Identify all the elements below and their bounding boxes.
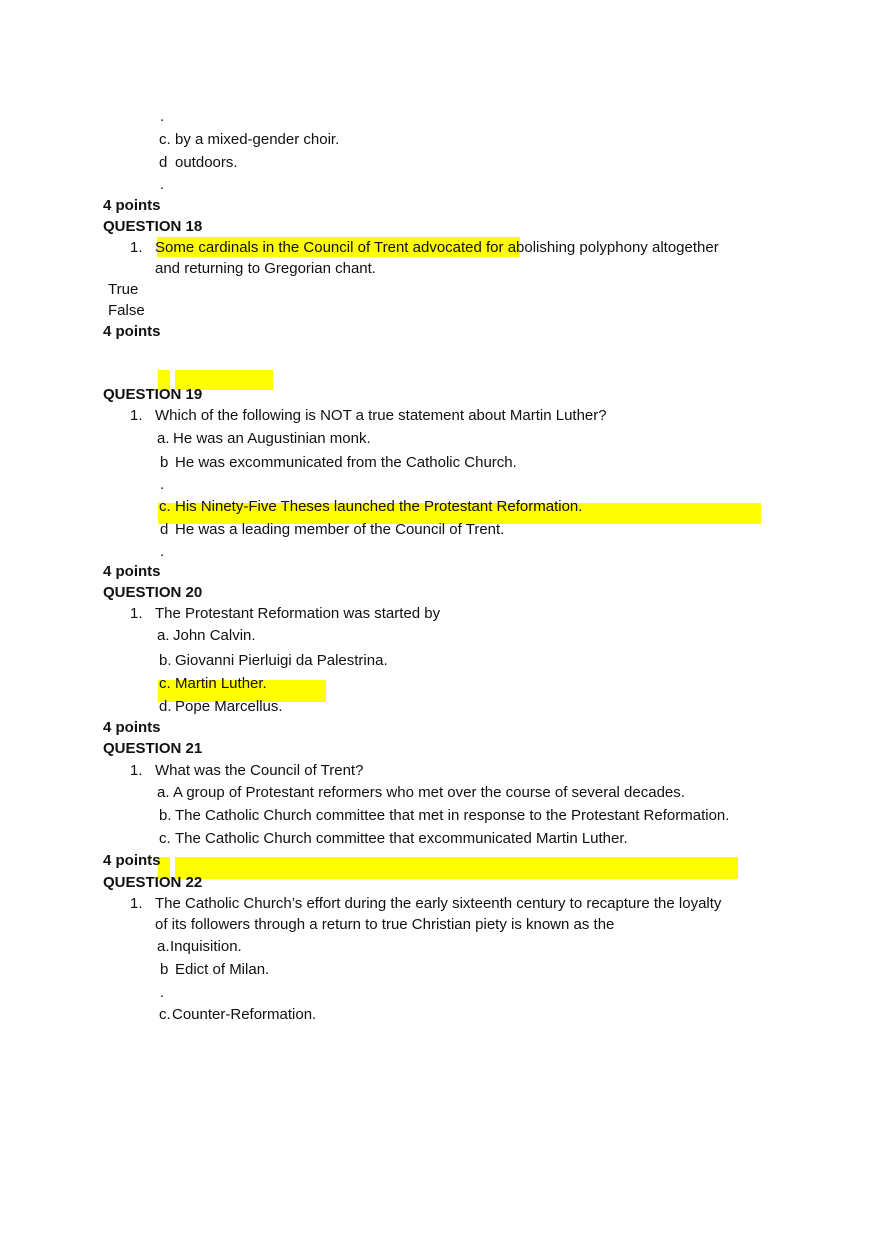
q22-option-b-text[interactable]: Edict of Milan. bbox=[175, 961, 270, 978]
q21-option-a-marker: a. bbox=[157, 784, 170, 801]
q17-dot-top: . bbox=[160, 108, 165, 125]
q20-option-c-text[interactable]: Martin Luther. bbox=[175, 675, 267, 692]
q20-option-a-marker: a. bbox=[157, 627, 170, 644]
q20-option-b-marker: b. bbox=[159, 652, 172, 669]
q20-option-b-text[interactable]: Giovanni Pierluigi da Palestrina. bbox=[175, 652, 388, 669]
q20-option-d-marker: d. bbox=[159, 698, 172, 715]
q19-question-text: Which of the following is NOT a true statement about Martin Luther? bbox=[155, 407, 607, 424]
q19-dot-after-d: . bbox=[160, 543, 165, 560]
q19-option-b-text[interactable]: He was excommunicated from the Catholic Church. bbox=[175, 454, 517, 471]
q21-points: 4 points bbox=[103, 852, 161, 869]
q19-option-d-text[interactable]: He was a leading member of the Council of Trent. bbox=[175, 521, 505, 538]
q21-number: 1. bbox=[130, 762, 143, 779]
q19-option-a-text[interactable]: He was an Augustinian monk. bbox=[173, 430, 371, 447]
q22-option-a-marker: a. bbox=[157, 938, 170, 955]
q19-option-d-marker: d bbox=[160, 521, 169, 538]
q20-number: 1. bbox=[130, 605, 143, 622]
q18-option-true[interactable]: True bbox=[108, 281, 139, 298]
q17-option-c-text[interactable]: by a mixed-gender choir. bbox=[175, 131, 340, 148]
q17-dot-bottom: . bbox=[160, 176, 165, 193]
q17-option-d-marker: d bbox=[159, 154, 168, 171]
q18-text-rest: abolishing polyphony altogether bbox=[503, 239, 719, 256]
q19-option-b-marker: b bbox=[160, 454, 169, 471]
q18-points: 4 points bbox=[103, 323, 161, 340]
q21-question-text: What was the Council of Trent? bbox=[155, 762, 364, 779]
q20-option-d-text[interactable]: Pope Marcellus. bbox=[175, 698, 283, 715]
q22-text-line2: of its followers through a return to true Christian piety is known as the bbox=[155, 916, 615, 933]
q20-question-text: The Protestant Reformation was started by bbox=[155, 605, 441, 622]
q21-option-b-marker: b. bbox=[159, 807, 172, 824]
q22-option-c-marker: c. bbox=[159, 1006, 171, 1023]
q22-title: QUESTION 22 bbox=[103, 874, 203, 891]
q22-option-c-text[interactable]: Counter-Reformation. bbox=[172, 1006, 317, 1023]
q19-points: 4 points bbox=[103, 563, 161, 580]
q18-text-line1 bbox=[155, 238, 719, 258]
q17-option-d-text[interactable]: outdoors. bbox=[175, 154, 238, 171]
q22-option-b-marker: b bbox=[160, 961, 169, 978]
q19-option-c-marker: c. bbox=[159, 498, 171, 515]
q21-option-a-text[interactable]: A group of Protestant reformers who met over the course of several decades. bbox=[173, 784, 685, 801]
q21-option-b-text[interactable]: The Catholic Church committee that met in response to the Protestant Reformation. bbox=[175, 807, 730, 824]
q22-number: 1. bbox=[130, 895, 143, 912]
q21-title: QUESTION 21 bbox=[103, 740, 203, 757]
q22-option-a-text[interactable]: Inquisition. bbox=[170, 938, 242, 955]
q18-number: 1. bbox=[130, 239, 143, 256]
q20-option-c-marker: c. bbox=[159, 675, 171, 692]
q18-text-line2: and returning to Gregorian chant. bbox=[155, 260, 376, 277]
q17-option-c-marker: c. bbox=[159, 131, 171, 148]
q18-option-false[interactable]: False bbox=[108, 302, 145, 319]
q18-title: QUESTION 18 bbox=[103, 218, 203, 235]
q21-option-c-marker: c. bbox=[159, 830, 171, 847]
q18-text-highlighted: Some cardinals in the Council of Trent advocated for bbox=[155, 239, 504, 256]
q21-option-c-text[interactable]: The Catholic Church committee that excommunicated Martin Luther. bbox=[175, 830, 628, 847]
q20-title: QUESTION 20 bbox=[103, 584, 203, 601]
q22-text-line1: The Catholic Church’s effort during the early sixteenth century to recapture the loyalty bbox=[155, 895, 722, 912]
q19-number: 1. bbox=[130, 407, 143, 424]
q19-option-c-text[interactable]: His Ninety-Five Theses launched the Protestant Reformation. bbox=[175, 498, 583, 515]
highlight-q21-marker-wide bbox=[175, 857, 738, 879]
q20-points: 4 points bbox=[103, 719, 161, 736]
q19-title: QUESTION 19 bbox=[103, 386, 203, 403]
q17-points: 4 points bbox=[103, 197, 161, 214]
q20-option-a-text[interactable]: John Calvin. bbox=[173, 627, 256, 644]
q19-dot-after-b: . bbox=[160, 476, 165, 493]
q22-dot-after-b: . bbox=[160, 984, 165, 1001]
q19-option-a-marker: a. bbox=[157, 430, 170, 447]
